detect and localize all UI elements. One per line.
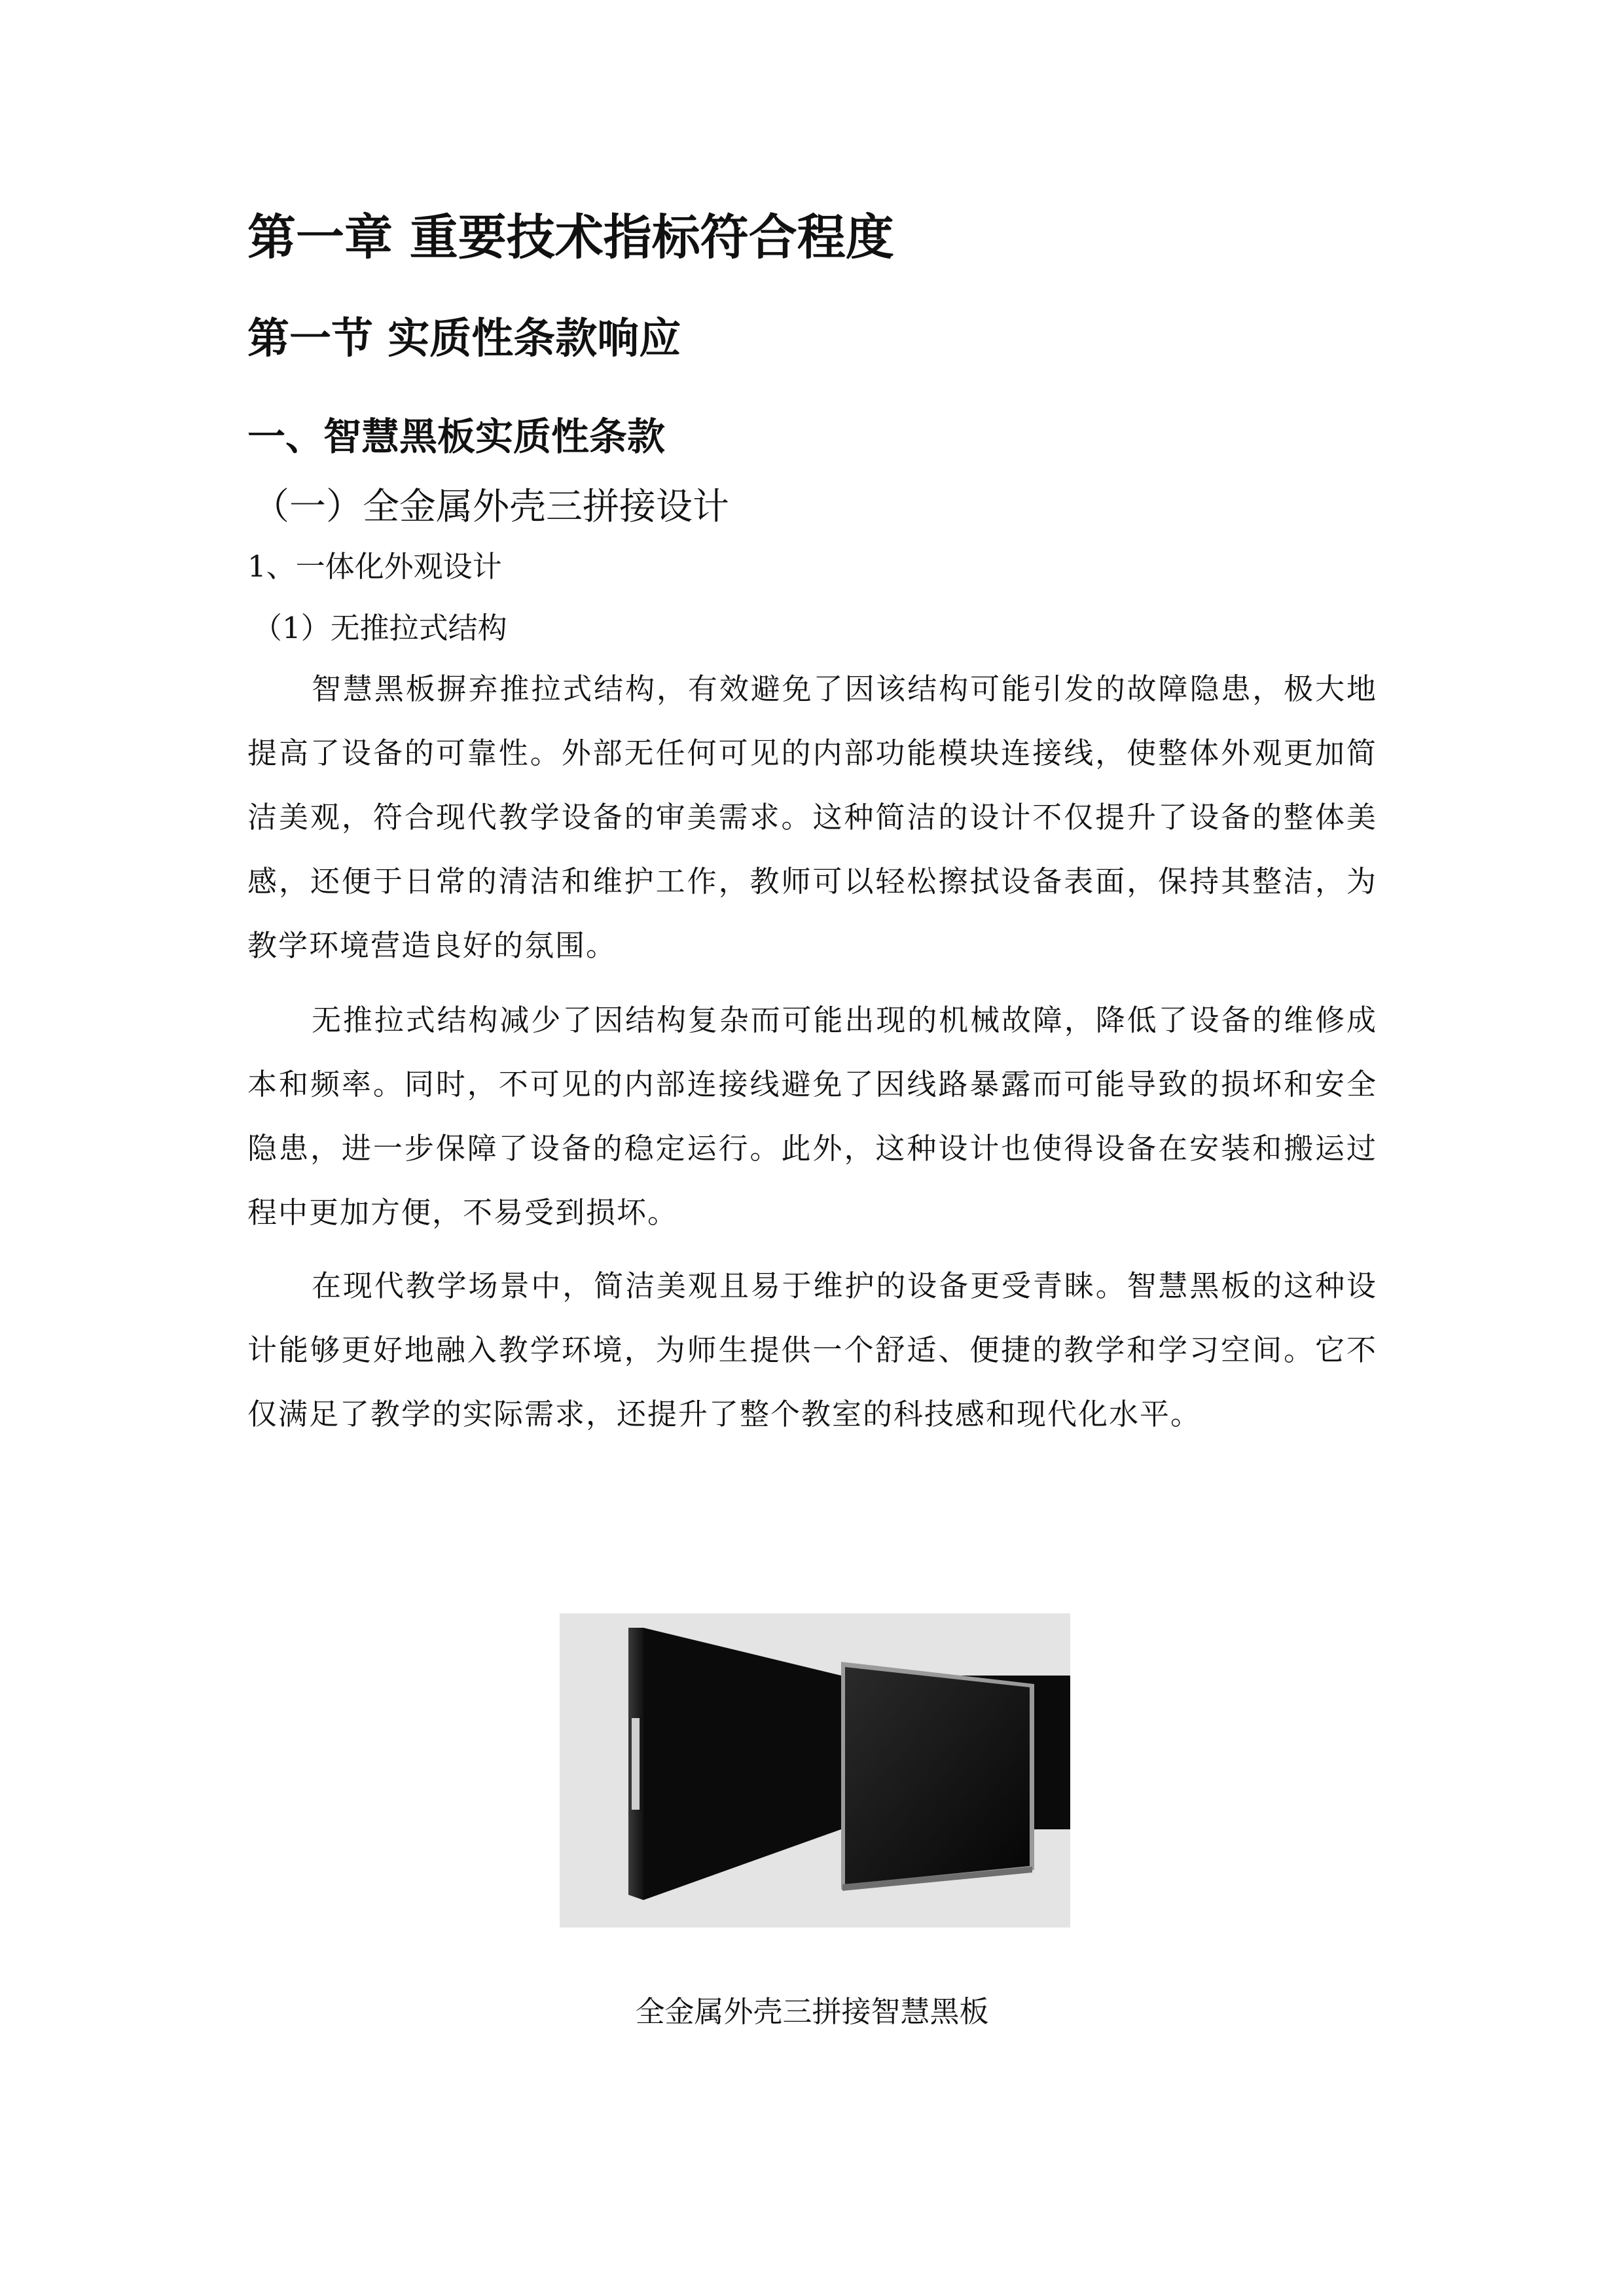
smart-blackboard-image: [560, 1613, 1070, 1928]
paragraph-3: 在现代教学场景中，简洁美观且易于维护的设备更受青睐。智慧黑板的这种设计能够更好地融入教学环境，为师生提供一个舒适、便捷的教学和学习空间。它不仅满足了教学的实际需求，还提升了整个教室的科技感和现代化水平。: [247, 1268, 1377, 1431]
paragraph-1: 智慧黑板摒弃推拉式结构，有效避免了因该结构可能引发的故障隐患，极大地提高了设备的可靠性。外部无任何可见的内部功能模块连接线，使整体外观更加简洁美观，符合现代教学设备的审美需求。这种简洁的设计不仅提升了设备的整体美感，还便于日常的清洁和维护工作，教师可以轻松擦拭设备表面，保持其整洁，为教学环境营造良好的氛围。: [247, 672, 1377, 963]
subsubitem-title: （1）无推拉式结构: [253, 611, 507, 645]
paragraph-2: 无推拉式结构减少了因结构复杂而可能出现的机械故障，降低了设备的维修成本和频率。同时，不可见的内部连接线避免了因线路暴露而可能导致的损坏和安全隐患，进一步保障了设备的稳定运行。此外，这种设计也使得设备在安装和搬运过程中更加方便，不易受到损坏。: [247, 1003, 1377, 1230]
chapter-title: 第一章 重要技术指标符合程度: [247, 209, 894, 266]
subitem-title: 1、一体化外观设计: [247, 549, 502, 584]
figure-caption: 全金属外壳三拼接智慧黑板: [635, 1994, 989, 2029]
subsection-title: 一、智慧黑板实质性条款: [247, 414, 666, 459]
item-title: （一）全金属外壳三拼接设计: [253, 486, 729, 528]
section-title: 第一节 实质性条款响应: [247, 315, 681, 363]
